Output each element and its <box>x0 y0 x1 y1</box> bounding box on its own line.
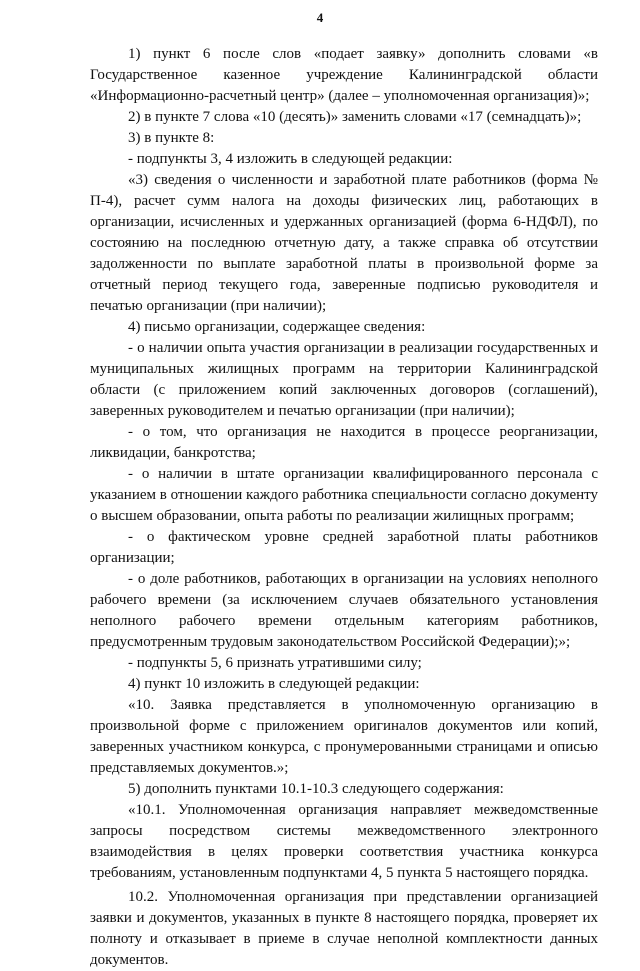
paragraph-item-5: 5) дополнить пунктами 10.1-10.3 следующего содержания: <box>128 781 504 797</box>
paragraph-bullet-parttime: - о доле работников, работающих в организации на условиях неполного рабочего времени (за исключением случаев обязательного установления неполного рабочего времени отдельным категориям работников, предусмотренным трудовым законодательством Российской Федерации);»; <box>90 571 598 650</box>
paragraph-point-10-2: 10.2. Уполномоченная организация при представлении организацией заявки и документов, указанных в пункте 8 настоящего порядка, проверяет их полноту и отказывает в приеме в случае неполной комплектности данных документов. <box>90 889 598 968</box>
page-number: 4 <box>316 10 324 25</box>
paragraph-subitems-3-4: - подпункты 3, 4 изложить в следующей редакции: <box>128 151 453 167</box>
paragraph-bullet-staff: - о наличии в штате организации квалифицированного персонала с указанием в отношении каждого работника специальности согласно документу о высшем образовании, опыта работы по реализации жилищных программ; <box>90 466 599 524</box>
paragraph-item-3: 3) в пункте 8: <box>128 130 215 146</box>
paragraph-point-10-1: «10.1. Уполномоченная организация направляет межведомственные запросы посредством системы межведомственного электронного взаимодействия в целях проверки соответствия участника конкурса требованиям, установленным подпунктами 4, 5 пункта 5 настоящего порядка. <box>90 802 598 881</box>
paragraph-bullet-reorganization: - о том, что организация не находится в процессе реорганизации, ликвидации, банкротства; <box>90 424 598 461</box>
paragraph-subitem-3-text: «3) сведения о численности и заработной плате работников (форма № П-4), расчет сумм налога на доходы физических лиц, работающих в организации, исчисленных и удержанных организацией (форма 6-НДФЛ), по состоянию на последнюю отчетную дату, а также справка об отсутствии задолженности по выплате заработной платы в произвольной форме за отчетный период текущего года, заверенные подписью руководителя и печатью организации (при наличии); <box>90 172 598 314</box>
paragraph-item-4: 4) пункт 10 изложить в следующей редакции: <box>128 676 420 692</box>
paragraph-subitems-5-6: - подпункты 5, 6 признать утратившими силу; <box>128 655 422 671</box>
document-body <box>90 44 598 971</box>
paragraph-item-2: 2) в пункте 7 слова «10 (десять)» заменить словами «17 (семнадцать)»; <box>128 109 582 125</box>
paragraph-item-1: 1) пункт 6 после слов «подает заявку» дополнить словами «в Государственное казенное учреждение Калининградской области «Информационно-расчетный центр» (далее – уполномоченная организация)»; <box>90 46 598 104</box>
paragraph-subitem-4-text: 4) письмо организации, содержащее сведения: <box>128 319 426 335</box>
paragraph-bullet-experience: - о наличии опыта участия организации в реализации государственных и муниципальных жилищных программ на территории Калининградской области (с приложением копий заключенных договоров (соглашений), заверенных руководителем и печатью организации (при наличии); <box>90 340 598 419</box>
paragraph-point-10: «10. Заявка представляется в уполномоченную организацию в произвольной форме с приложением оригиналов документов или копий, заверенных участником конкурса, с пронумерованными страницами и описью представляемых документов.»; <box>90 697 598 776</box>
paragraph-bullet-salary: - о фактическом уровне средней заработной платы работников организации; <box>90 529 598 566</box>
